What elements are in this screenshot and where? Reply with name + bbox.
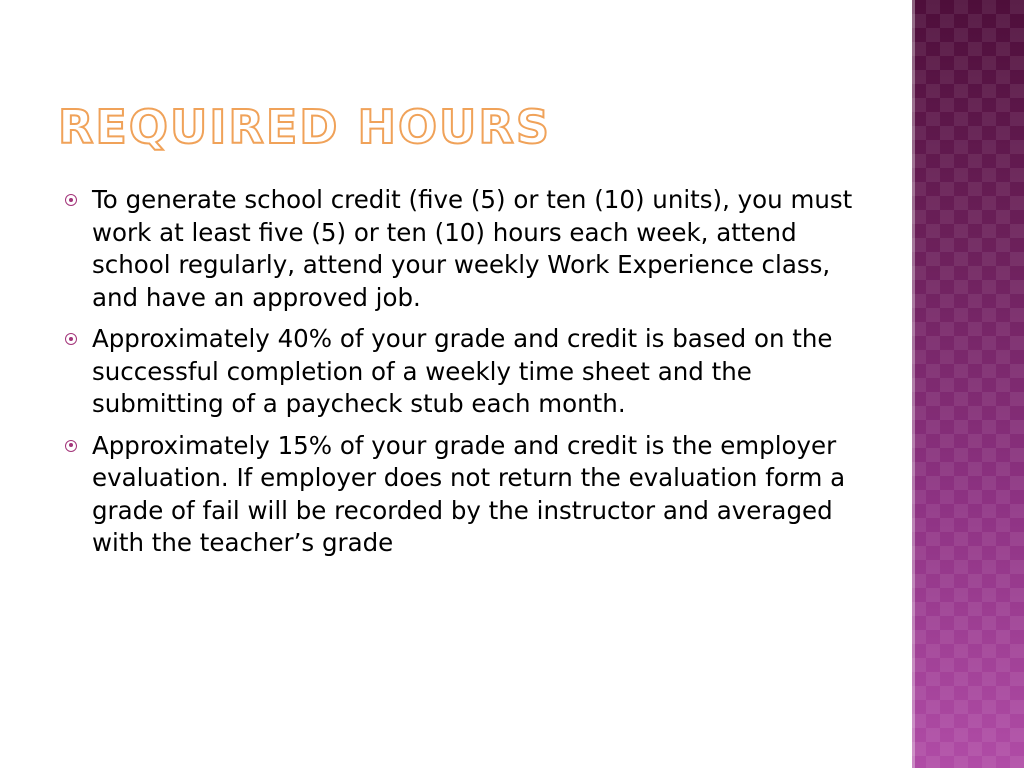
- slide-title: REQUIRED HOURS: [58, 100, 551, 154]
- bullet-list: [62, 184, 872, 560]
- circle-dot-bullet-icon: [65, 333, 77, 345]
- bullet-text: Approximately 40% of your grade and credit is based on the successful completion of a weekly time sheet and the submitting of a paycheck stub each month.: [92, 324, 833, 418]
- circle-dot-bullet-icon: [65, 440, 77, 452]
- decorative-side-band: [912, 0, 1024, 768]
- bullet-text: Approximately 15% of your grade and credit is the employer evaluation. If employer does not return the evaluation form a grade of fail will be recorded by the instructor and averaged with the teacher’s grade: [92, 430, 846, 557]
- circle-dot-bullet-icon: [65, 194, 77, 206]
- bullet-text: To generate school credit (five (5) or ten (10) units), you must work at least five (5) or ten (10) hours each week, attend school regularly, attend your weekly Work Experience class, and have an approved job.: [92, 185, 853, 312]
- slide-content: [62, 184, 872, 569]
- bullet-item: [62, 184, 872, 314]
- bullet-item: [62, 430, 872, 560]
- bullet-item: [62, 323, 872, 421]
- side-band-edge: [912, 0, 915, 768]
- side-band-pattern: [912, 0, 1024, 768]
